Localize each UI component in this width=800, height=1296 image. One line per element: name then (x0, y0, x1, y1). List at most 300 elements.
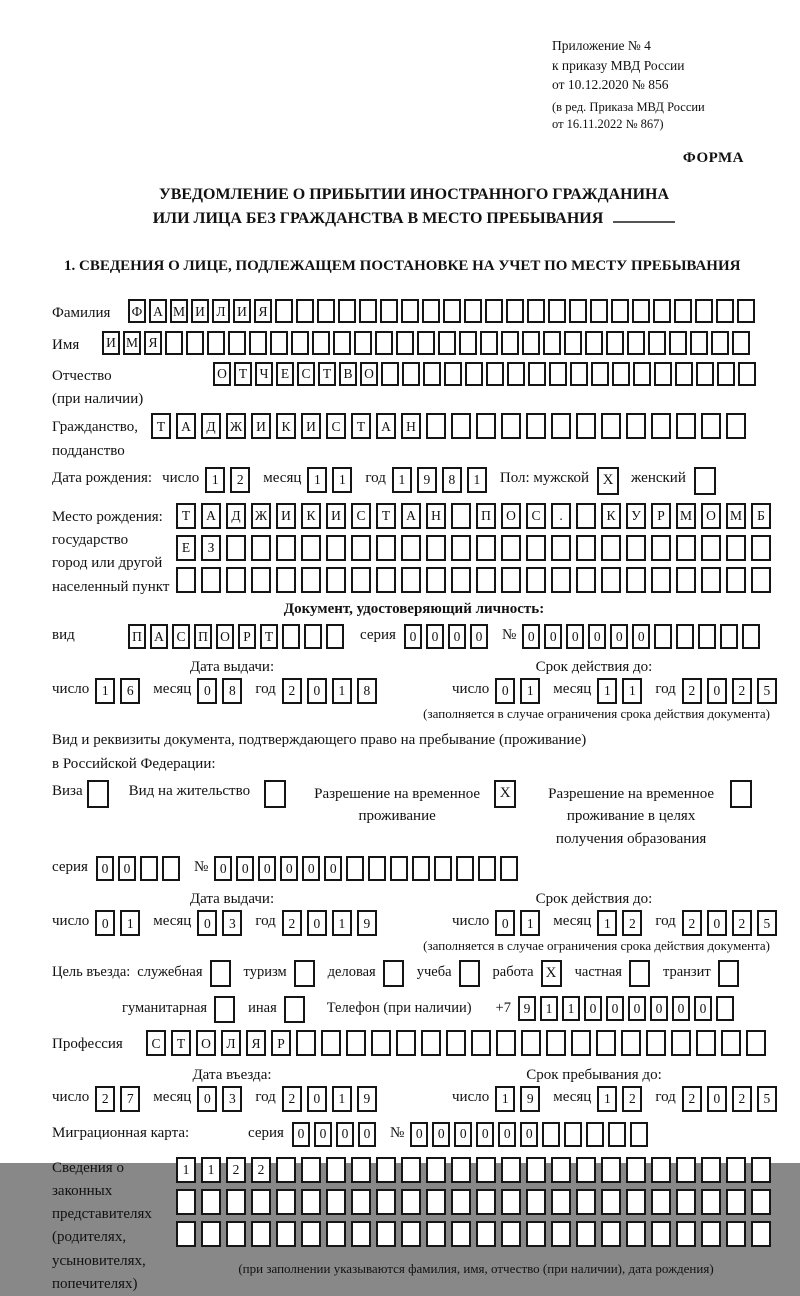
char-cell[interactable]: 0 (426, 624, 444, 649)
char-cell[interactable] (396, 331, 414, 355)
char-cell[interactable] (485, 299, 503, 323)
char-cell[interactable] (301, 535, 321, 561)
char-cell[interactable]: 3 (222, 1086, 242, 1112)
char-cell[interactable] (276, 567, 296, 593)
char-cell[interactable] (376, 567, 396, 593)
char-cell[interactable]: 0 (476, 1122, 494, 1147)
char-cell[interactable]: 2 (622, 910, 642, 936)
char-cell[interactable]: Т (318, 362, 336, 386)
char-cell[interactable] (401, 535, 421, 561)
char-cell[interactable] (626, 1157, 646, 1183)
char-cell[interactable] (451, 1189, 471, 1215)
char-cell[interactable]: 1 (332, 678, 352, 704)
char-cell[interactable] (301, 1189, 321, 1215)
char-cell[interactable]: 0 (236, 856, 254, 881)
char-cell[interactable] (698, 624, 716, 649)
char-cell[interactable] (471, 1030, 491, 1056)
char-cell[interactable] (576, 1157, 596, 1183)
char-cell[interactable] (326, 535, 346, 561)
char-cell[interactable] (551, 1157, 571, 1183)
char-cell[interactable]: У (626, 503, 646, 529)
char-cell[interactable] (611, 299, 629, 323)
char-cell[interactable] (627, 331, 645, 355)
rvp-checkbox[interactable]: X (494, 780, 516, 808)
char-cell[interactable] (451, 535, 471, 561)
char-cell[interactable]: И (102, 331, 120, 355)
char-cell[interactable] (501, 1157, 521, 1183)
char-cell[interactable]: Р (271, 1030, 291, 1056)
char-cell[interactable]: 9 (520, 1086, 540, 1112)
char-cell[interactable] (690, 331, 708, 355)
char-cell[interactable] (500, 856, 518, 881)
char-cell[interactable] (417, 331, 435, 355)
purpose-business-checkbox[interactable] (383, 960, 404, 987)
char-cell[interactable]: 2 (732, 678, 752, 704)
char-cell[interactable]: 2 (95, 1086, 115, 1112)
char-cell[interactable]: О (213, 362, 231, 386)
char-cell[interactable]: 0 (336, 1122, 354, 1147)
char-cell[interactable] (434, 856, 452, 881)
char-cell[interactable] (501, 535, 521, 561)
char-cell[interactable] (676, 624, 694, 649)
char-cell[interactable] (632, 299, 650, 323)
char-cell[interactable]: 0 (258, 856, 276, 881)
char-cell[interactable]: М (123, 331, 141, 355)
char-cell[interactable] (726, 1189, 746, 1215)
char-cell[interactable] (564, 1122, 582, 1147)
char-cell[interactable]: 0 (96, 856, 114, 881)
char-cell[interactable]: 1 (520, 910, 540, 936)
char-cell[interactable]: 0 (307, 1086, 327, 1112)
char-cell[interactable]: 2 (682, 1086, 702, 1112)
char-cell[interactable] (464, 299, 482, 323)
char-cell[interactable] (522, 331, 540, 355)
char-cell[interactable] (282, 624, 300, 649)
char-cell[interactable] (426, 535, 446, 561)
char-cell[interactable] (201, 1189, 221, 1215)
char-cell[interactable] (401, 1157, 421, 1183)
char-cell[interactable] (654, 362, 672, 386)
char-cell[interactable]: Н (426, 503, 446, 529)
char-cell[interactable] (251, 1221, 271, 1247)
char-cell[interactable]: 0 (302, 856, 320, 881)
char-cell[interactable] (711, 331, 729, 355)
char-cell[interactable]: В (339, 362, 357, 386)
char-cell[interactable] (751, 1189, 771, 1215)
char-cell[interactable] (301, 1221, 321, 1247)
char-cell[interactable] (480, 331, 498, 355)
char-cell[interactable] (249, 331, 267, 355)
char-cell[interactable] (201, 1221, 221, 1247)
char-cell[interactable]: 7 (120, 1086, 140, 1112)
char-cell[interactable] (226, 1189, 246, 1215)
char-cell[interactable] (451, 413, 471, 439)
char-cell[interactable]: 8 (222, 678, 242, 704)
char-cell[interactable] (653, 299, 671, 323)
char-cell[interactable] (601, 567, 621, 593)
visa-checkbox[interactable] (87, 780, 109, 808)
char-cell[interactable] (359, 299, 377, 323)
char-cell[interactable]: 1 (467, 467, 487, 493)
char-cell[interactable]: К (301, 503, 321, 529)
char-cell[interactable] (746, 1030, 766, 1056)
char-cell[interactable] (456, 856, 474, 881)
char-cell[interactable] (570, 362, 588, 386)
char-cell[interactable]: 0 (410, 1122, 428, 1147)
char-cell[interactable]: П (476, 503, 496, 529)
char-cell[interactable] (701, 1157, 721, 1183)
char-cell[interactable]: 1 (120, 910, 140, 936)
char-cell[interactable] (351, 1157, 371, 1183)
char-cell[interactable]: 8 (357, 678, 377, 704)
char-cell[interactable]: Я (254, 299, 272, 323)
char-cell[interactable] (140, 856, 158, 881)
char-cell[interactable] (186, 331, 204, 355)
char-cell[interactable] (376, 1189, 396, 1215)
char-cell[interactable] (726, 567, 746, 593)
char-cell[interactable]: 0 (694, 996, 712, 1021)
char-cell[interactable] (676, 413, 696, 439)
char-cell[interactable] (576, 535, 596, 561)
char-cell[interactable]: 1 (562, 996, 580, 1021)
char-cell[interactable] (376, 1221, 396, 1247)
char-cell[interactable]: П (194, 624, 212, 649)
char-cell[interactable]: 0 (544, 624, 562, 649)
char-cell[interactable]: А (149, 299, 167, 323)
char-cell[interactable] (630, 1122, 648, 1147)
purpose-other-checkbox[interactable] (284, 996, 305, 1023)
char-cell[interactable] (676, 567, 696, 593)
char-cell[interactable] (226, 1221, 246, 1247)
char-cell[interactable]: 9 (518, 996, 536, 1021)
char-cell[interactable]: Л (212, 299, 230, 323)
char-cell[interactable]: Т (151, 413, 171, 439)
char-cell[interactable] (551, 1189, 571, 1215)
char-cell[interactable] (338, 299, 356, 323)
char-cell[interactable] (648, 331, 666, 355)
char-cell[interactable] (226, 567, 246, 593)
char-cell[interactable] (381, 362, 399, 386)
char-cell[interactable]: 2 (230, 467, 250, 493)
char-cell[interactable] (651, 1157, 671, 1183)
char-cell[interactable]: 1 (332, 1086, 352, 1112)
char-cell[interactable]: 1 (597, 678, 617, 704)
char-cell[interactable] (401, 1221, 421, 1247)
char-cell[interactable] (601, 535, 621, 561)
char-cell[interactable]: П (128, 624, 146, 649)
char-cell[interactable] (346, 856, 364, 881)
char-cell[interactable] (591, 362, 609, 386)
purpose-work-checkbox[interactable]: X (541, 960, 562, 987)
purpose-study-checkbox[interactable] (459, 960, 480, 987)
char-cell[interactable]: М (170, 299, 188, 323)
char-cell[interactable] (621, 1030, 641, 1056)
char-cell[interactable]: 0 (324, 856, 342, 881)
char-cell[interactable]: И (326, 503, 346, 529)
char-cell[interactable] (296, 299, 314, 323)
char-cell[interactable]: 0 (650, 996, 668, 1021)
char-cell[interactable]: С (172, 624, 190, 649)
char-cell[interactable] (376, 535, 396, 561)
char-cell[interactable]: Т (234, 362, 252, 386)
char-cell[interactable] (368, 856, 386, 881)
char-cell[interactable]: 0 (610, 624, 628, 649)
char-cell[interactable]: О (216, 624, 234, 649)
char-cell[interactable]: 2 (682, 678, 702, 704)
char-cell[interactable] (626, 1189, 646, 1215)
char-cell[interactable] (551, 567, 571, 593)
char-cell[interactable]: А (150, 624, 168, 649)
char-cell[interactable]: З (201, 535, 221, 561)
char-cell[interactable] (478, 856, 496, 881)
char-cell[interactable]: 0 (280, 856, 298, 881)
char-cell[interactable] (476, 1157, 496, 1183)
char-cell[interactable] (401, 1189, 421, 1215)
char-cell[interactable] (721, 1030, 741, 1056)
char-cell[interactable]: К (276, 413, 296, 439)
char-cell[interactable]: Ф (128, 299, 146, 323)
purpose-official-checkbox[interactable] (210, 960, 231, 987)
char-cell[interactable]: 1 (307, 467, 327, 493)
char-cell[interactable] (576, 567, 596, 593)
char-cell[interactable] (696, 1030, 716, 1056)
char-cell[interactable] (476, 1221, 496, 1247)
char-cell[interactable]: Е (276, 362, 294, 386)
char-cell[interactable] (251, 535, 271, 561)
char-cell[interactable] (476, 1189, 496, 1215)
char-cell[interactable] (564, 331, 582, 355)
char-cell[interactable] (291, 331, 309, 355)
char-cell[interactable] (674, 299, 692, 323)
char-cell[interactable] (351, 1189, 371, 1215)
char-cell[interactable] (270, 331, 288, 355)
char-cell[interactable]: 0 (707, 1086, 727, 1112)
char-cell[interactable] (695, 299, 713, 323)
char-cell[interactable] (549, 362, 567, 386)
char-cell[interactable] (576, 413, 596, 439)
char-cell[interactable]: О (701, 503, 721, 529)
char-cell[interactable]: 0 (454, 1122, 472, 1147)
char-cell[interactable]: Л (221, 1030, 241, 1056)
char-cell[interactable] (543, 331, 561, 355)
char-cell[interactable] (296, 1030, 316, 1056)
char-cell[interactable] (701, 535, 721, 561)
char-cell[interactable]: 1 (597, 910, 617, 936)
char-cell[interactable] (228, 331, 246, 355)
char-cell[interactable]: М (726, 503, 746, 529)
char-cell[interactable] (726, 535, 746, 561)
char-cell[interactable] (402, 362, 420, 386)
char-cell[interactable]: 3 (222, 910, 242, 936)
char-cell[interactable] (527, 299, 545, 323)
char-cell[interactable]: А (176, 413, 196, 439)
char-cell[interactable] (162, 856, 180, 881)
char-cell[interactable] (675, 362, 693, 386)
char-cell[interactable] (601, 1189, 621, 1215)
char-cell[interactable] (501, 331, 519, 355)
char-cell[interactable]: Н (401, 413, 421, 439)
char-cell[interactable]: 1 (540, 996, 558, 1021)
char-cell[interactable]: 0 (495, 678, 515, 704)
char-cell[interactable] (176, 1189, 196, 1215)
char-cell[interactable] (701, 1221, 721, 1247)
char-cell[interactable]: Т (171, 1030, 191, 1056)
char-cell[interactable]: 0 (95, 910, 115, 936)
char-cell[interactable] (571, 1030, 591, 1056)
char-cell[interactable]: 9 (417, 467, 437, 493)
char-cell[interactable] (676, 535, 696, 561)
char-cell[interactable] (451, 503, 471, 529)
char-cell[interactable] (326, 567, 346, 593)
char-cell[interactable]: Ж (226, 413, 246, 439)
char-cell[interactable] (626, 567, 646, 593)
char-cell[interactable]: 5 (757, 910, 777, 936)
char-cell[interactable]: 9 (357, 910, 377, 936)
char-cell[interactable] (651, 413, 671, 439)
char-cell[interactable] (201, 567, 221, 593)
char-cell[interactable] (612, 362, 630, 386)
gender-male-checkbox[interactable]: X (597, 467, 619, 495)
char-cell[interactable]: Р (238, 624, 256, 649)
char-cell[interactable] (501, 1189, 521, 1215)
char-cell[interactable]: Т (260, 624, 278, 649)
char-cell[interactable] (351, 567, 371, 593)
char-cell[interactable]: Т (351, 413, 371, 439)
char-cell[interactable]: 0 (432, 1122, 450, 1147)
char-cell[interactable]: 0 (606, 996, 624, 1021)
char-cell[interactable] (671, 1030, 691, 1056)
char-cell[interactable]: Т (376, 503, 396, 529)
char-cell[interactable] (526, 413, 546, 439)
char-cell[interactable] (451, 1221, 471, 1247)
char-cell[interactable] (426, 567, 446, 593)
char-cell[interactable]: 0 (707, 910, 727, 936)
char-cell[interactable] (669, 331, 687, 355)
char-cell[interactable] (501, 1221, 521, 1247)
char-cell[interactable] (601, 1221, 621, 1247)
char-cell[interactable]: Е (176, 535, 196, 561)
char-cell[interactable] (354, 331, 372, 355)
char-cell[interactable] (304, 624, 322, 649)
char-cell[interactable] (716, 996, 734, 1021)
char-cell[interactable] (526, 1189, 546, 1215)
char-cell[interactable] (601, 413, 621, 439)
char-cell[interactable] (176, 1221, 196, 1247)
char-cell[interactable]: О (360, 362, 378, 386)
char-cell[interactable] (528, 362, 546, 386)
char-cell[interactable] (422, 299, 440, 323)
char-cell[interactable] (486, 362, 504, 386)
char-cell[interactable]: О (196, 1030, 216, 1056)
char-cell[interactable] (601, 1157, 621, 1183)
purpose-tourism-checkbox[interactable] (294, 960, 315, 987)
char-cell[interactable]: Б (751, 503, 771, 529)
char-cell[interactable] (317, 299, 335, 323)
char-cell[interactable] (726, 1221, 746, 1247)
char-cell[interactable]: 0 (566, 624, 584, 649)
char-cell[interactable] (608, 1122, 626, 1147)
char-cell[interactable]: О (501, 503, 521, 529)
char-cell[interactable] (446, 1030, 466, 1056)
char-cell[interactable]: 0 (314, 1122, 332, 1147)
char-cell[interactable]: 6 (120, 678, 140, 704)
char-cell[interactable]: А (201, 503, 221, 529)
char-cell[interactable] (276, 535, 296, 561)
char-cell[interactable] (401, 567, 421, 593)
char-cell[interactable] (426, 413, 446, 439)
char-cell[interactable]: С (297, 362, 315, 386)
purpose-private-checkbox[interactable] (629, 960, 650, 987)
char-cell[interactable] (326, 1157, 346, 1183)
char-cell[interactable]: 0 (404, 624, 422, 649)
char-cell[interactable] (546, 1030, 566, 1056)
char-cell[interactable] (651, 1221, 671, 1247)
char-cell[interactable] (326, 624, 344, 649)
char-cell[interactable]: 0 (495, 910, 515, 936)
char-cell[interactable]: 9 (357, 1086, 377, 1112)
char-cell[interactable] (226, 535, 246, 561)
char-cell[interactable]: 0 (197, 1086, 217, 1112)
char-cell[interactable] (501, 567, 521, 593)
char-cell[interactable] (421, 1030, 441, 1056)
char-cell[interactable]: 1 (520, 678, 540, 704)
char-cell[interactable] (496, 1030, 516, 1056)
char-cell[interactable]: С (326, 413, 346, 439)
char-cell[interactable] (375, 331, 393, 355)
char-cell[interactable]: 0 (358, 1122, 376, 1147)
char-cell[interactable]: Т (176, 503, 196, 529)
char-cell[interactable] (633, 362, 651, 386)
char-cell[interactable]: И (301, 413, 321, 439)
char-cell[interactable]: 0 (522, 624, 540, 649)
char-cell[interactable] (626, 535, 646, 561)
char-cell[interactable]: А (376, 413, 396, 439)
char-cell[interactable] (526, 1157, 546, 1183)
char-cell[interactable] (351, 1221, 371, 1247)
char-cell[interactable] (751, 535, 771, 561)
char-cell[interactable] (526, 567, 546, 593)
char-cell[interactable] (165, 331, 183, 355)
char-cell[interactable]: С (351, 503, 371, 529)
char-cell[interactable] (390, 856, 408, 881)
char-cell[interactable] (438, 331, 456, 355)
char-cell[interactable] (585, 331, 603, 355)
char-cell[interactable] (551, 535, 571, 561)
char-cell[interactable] (326, 1189, 346, 1215)
char-cell[interactable] (276, 1189, 296, 1215)
char-cell[interactable] (333, 331, 351, 355)
char-cell[interactable]: И (233, 299, 251, 323)
char-cell[interactable]: Д (201, 413, 221, 439)
char-cell[interactable] (701, 413, 721, 439)
char-cell[interactable] (451, 1157, 471, 1183)
char-cell[interactable] (176, 567, 196, 593)
char-cell[interactable]: А (401, 503, 421, 529)
char-cell[interactable] (326, 1221, 346, 1247)
char-cell[interactable]: 1 (332, 467, 352, 493)
char-cell[interactable]: 1 (495, 1086, 515, 1112)
char-cell[interactable] (726, 413, 746, 439)
char-cell[interactable]: 2 (282, 678, 302, 704)
char-cell[interactable] (526, 535, 546, 561)
char-cell[interactable]: 5 (757, 678, 777, 704)
char-cell[interactable] (426, 1157, 446, 1183)
char-cell[interactable] (465, 362, 483, 386)
char-cell[interactable] (676, 1189, 696, 1215)
char-cell[interactable] (586, 1122, 604, 1147)
char-cell[interactable]: 5 (757, 1086, 777, 1112)
char-cell[interactable] (412, 856, 430, 881)
